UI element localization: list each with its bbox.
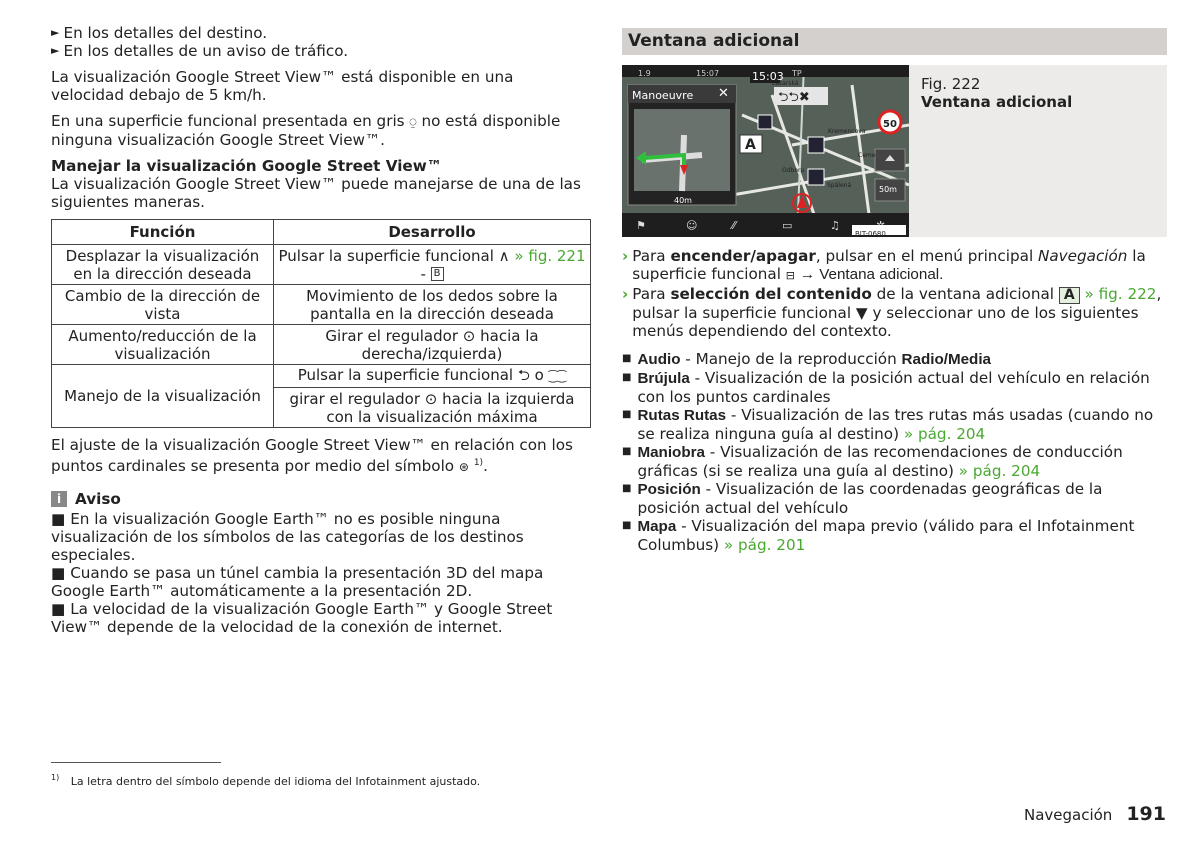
- step-arrow-icon: ›: [622, 247, 629, 265]
- compass-icon: ⊛: [458, 460, 469, 475]
- triangle-down-icon: ▼: [855, 304, 868, 322]
- music-icon: ♫: [830, 219, 840, 232]
- left-column: [51, 24, 591, 636]
- speed-limit: 50: [883, 119, 897, 130]
- screen-status-dist: 1.9: [638, 69, 651, 78]
- notice-item: ■ La velocidad de la visualización Google Earth™ y Google Street View™ depende de la velocidad de la conexión de internet.: [51, 600, 553, 637]
- manoeuvre-distance: 40m: [674, 196, 692, 205]
- notice-item: ■ En la visualización Google Earth™ no es posible ninguna visualización de los símbolos de las categorías de los destinos especiales.: [51, 510, 524, 565]
- section-title: Ventana adicional: [622, 28, 1167, 55]
- paragraph: El ajuste de la visualización Google Street View™ en relación con los puntos cardinales se presenta por medio del símbolo ⊛ $^{1)}$.: [51, 436, 573, 476]
- table-cell: Pulsar la superficie funcional ∧ » fig. 221 - B: [274, 245, 591, 285]
- screen-status-time: 15:07: [696, 69, 720, 78]
- bullet-item: ► En los detalles del destino.: [51, 24, 268, 42]
- list-item: ■ Rutas Rutas - Visualización de las tres rutas más usadas (cuando no se realiza ninguna guía al destino) » pág. 204: [622, 406, 1154, 443]
- table-cell: Aumento/reducción de la visualización: [52, 325, 274, 365]
- table-header: Función: [52, 220, 274, 245]
- table-cell: Manejo de la visualización: [52, 365, 274, 428]
- page-link[interactable]: » pág. 204: [958, 462, 1041, 480]
- page-link[interactable]: » pág. 201: [723, 536, 806, 554]
- street-label: Odboru: [782, 167, 805, 174]
- footnote-rule: [51, 762, 221, 763]
- instruction-step: › Para encender/apagar, pulsar en el menú principal Navegación la superficie funcional ⊟ → Ventana adicional.: [622, 247, 1146, 283]
- page-footer: [1024, 803, 1166, 825]
- right-column: [622, 28, 1167, 554]
- figure: [622, 65, 1167, 237]
- menu-list: [622, 350, 1167, 554]
- table-cell: Desplazar la visualización en la dirección deseada: [52, 245, 274, 285]
- notice-body: [51, 510, 591, 636]
- page-link[interactable]: » pág. 204: [903, 425, 986, 443]
- notice-heading: i Aviso: [51, 490, 591, 508]
- knob-icon: ⊙: [424, 389, 438, 408]
- notice-item: ■ Cuando se pasa un túnel cambia la presentación 3D del mapa Google Earth™ automáticamente a la presentación 2D.: [51, 564, 544, 601]
- traffic-icon: ▭: [782, 219, 793, 232]
- instructions: [622, 247, 1167, 340]
- touch-icon: ⍜: [409, 115, 417, 129]
- manoeuvre-title: Manoeuvre: [632, 89, 694, 102]
- infotainment-screen: [622, 65, 909, 237]
- subheading: Manejar la visualización Google Street View™: [51, 157, 442, 175]
- table-header: Desarrollo: [274, 220, 591, 245]
- footnote: $^{1)}$ La letra dentro del símbolo depende del idioma del Infotainment ajustado.: [51, 773, 481, 788]
- close-icon[interactable]: ✕: [718, 86, 729, 101]
- table-cell: Girar el regulador ⊙ hacia la derecha/izquierda): [274, 325, 591, 365]
- table-cell: Pulsar la superficie funcional ⮌ o ⁐⁐: [274, 365, 591, 388]
- street-label: Kremencova: [828, 128, 866, 135]
- route-icon: ⁄⁄: [732, 219, 736, 232]
- figure-caption: Fig. 222 Ventana adicional: [921, 75, 1073, 111]
- street-label: Lazarská: [772, 80, 799, 87]
- page-number: 191: [1126, 803, 1166, 825]
- step-arrow-icon: ›: [622, 285, 629, 303]
- back-icon: ⮌: [517, 366, 530, 384]
- info-icon: i: [51, 491, 67, 507]
- nav-window-icon: ⊟: [785, 269, 795, 282]
- image-code: BIT-0680: [855, 230, 886, 237]
- scale-label: 50m: [879, 185, 897, 194]
- people-icon: ☺: [686, 219, 698, 232]
- function-table: [51, 219, 591, 428]
- svg-text:A: A: [745, 137, 756, 153]
- paragraph: La visualización Google Street View™ está disponible en una velocidad debajo de 5 km/h.: [51, 68, 514, 104]
- list-item: ■ Posición - Visualización de las coordenadas geográficas de la posición actual del vehículo: [622, 480, 1103, 517]
- footer-section: Navegación: [1023, 806, 1113, 824]
- list-item: ■ Brújula - Visualización de la posición actual del vehículo en relación con los puntos cardinales: [622, 369, 1150, 406]
- list-item: ■ Maniobra - Visualización de las recomendaciones de conducción gráficas (si se realiza una guía al destino) » pág. 204: [622, 443, 1123, 480]
- chevron-up-icon: ∧: [498, 246, 510, 265]
- list-item: ■ Mapa - Visualización del mapa previo (válido para el Infotainment Columbus) » pág. 201: [622, 517, 1135, 554]
- street-label: Spálená: [827, 182, 852, 189]
- screen-tp: TP: [792, 69, 802, 78]
- list-item: ■ Audio - Manejo de la reproducción Radio/Media: [622, 350, 991, 368]
- label-box: B: [431, 267, 444, 281]
- figure-link[interactable]: » fig. 221: [514, 246, 586, 265]
- street-label: Ceme: [858, 152, 876, 159]
- paragraph: La visualización Google Street View™ puede manejarse de una de las siguientes maneras.: [51, 175, 581, 211]
- label-box: A: [1059, 287, 1080, 304]
- screen-time: 15:03: [752, 70, 784, 83]
- paragraph: En una superficie funcional presentada en gris ⍜ no está disponible ninguna visualización Google Street View™.: [51, 112, 561, 149]
- map-icon: ⁐⁐: [548, 370, 567, 383]
- bullet-item: ► En los detalles de un aviso de tráfico.: [51, 42, 349, 60]
- table-cell: Cambio de la dirección de vista: [52, 285, 274, 325]
- svg-text:⮌⮌✖: ⮌⮌✖: [778, 90, 810, 105]
- flag-icon: ⚑: [636, 219, 646, 232]
- instruction-step: › Para selección del contenido de la ventana adicional A » fig. 222, pulsar la superficie funcional ▼ y seleccionar uno de los siguientes menús dependiendo del contexto.: [622, 285, 1162, 340]
- table-cell: Movimiento de los dedos sobre la pantalla en la dirección deseada: [274, 285, 591, 325]
- figure-link[interactable]: » fig. 222: [1084, 285, 1157, 303]
- knob-icon: ⊙: [462, 326, 476, 345]
- table-cell: girar el regulador ⊙ hacia la izquierda con la visualización máxima: [274, 388, 591, 428]
